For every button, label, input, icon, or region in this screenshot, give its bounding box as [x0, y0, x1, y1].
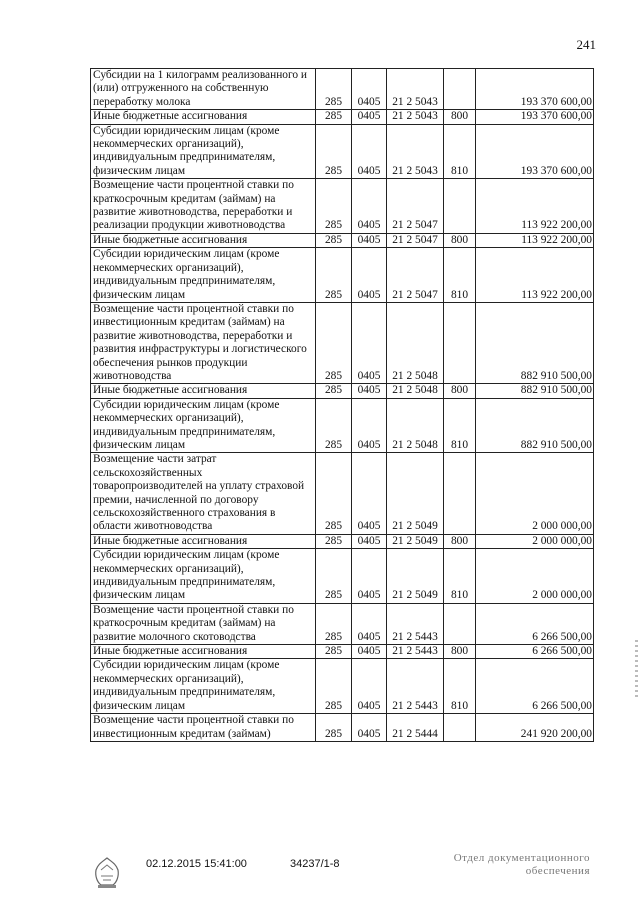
row-target-article: 21 2 5047: [387, 248, 444, 303]
row-amount: 113 922 200,00: [476, 248, 594, 303]
row-expense-type: 810: [444, 659, 476, 714]
table-row: [91, 233, 594, 247]
row-section: 0405: [352, 645, 387, 659]
row-amount: 113 922 200,00: [476, 233, 594, 247]
row-target-article: 21 2 5049: [387, 534, 444, 548]
table-row: [91, 534, 594, 548]
page-footer: [0, 848, 640, 898]
row-name: Субсидии юридическим лицам (кроме некоммерческих организаций), индивидуальным предпринимателям, физическим лицам: [91, 248, 316, 303]
row-section: 0405: [352, 453, 387, 534]
table-row: [91, 549, 594, 604]
row-target-article: 21 2 5443: [387, 645, 444, 659]
row-amount: 193 370 600,00: [476, 69, 594, 110]
budget-table-body: [91, 69, 594, 742]
row-expense-type: [444, 453, 476, 534]
row-amount: 241 920 200,00: [476, 714, 594, 742]
row-code: 285: [316, 384, 352, 398]
table-row: [91, 302, 594, 383]
row-code: 285: [316, 179, 352, 234]
row-amount: 882 910 500,00: [476, 302, 594, 383]
row-code: 285: [316, 398, 352, 453]
row-section: 0405: [352, 124, 387, 179]
footer-department-line2: обеспечения: [525, 865, 590, 877]
row-name: Возмещение части процентной ставки по краткосрочным кредитам (займам) на развитие молочного скотоводства: [91, 603, 316, 644]
row-name: Субсидии юридическим лицам (кроме некоммерческих организаций), индивидуальным предпринимателям, физическим лицам: [91, 398, 316, 453]
row-target-article: 21 2 5043: [387, 124, 444, 179]
row-code: 285: [316, 69, 352, 110]
table-row: [91, 645, 594, 659]
row-section: 0405: [352, 534, 387, 548]
row-expense-type: 800: [444, 110, 476, 124]
row-section: 0405: [352, 179, 387, 234]
row-amount: 2 000 000,00: [476, 534, 594, 548]
row-target-article: 21 2 5047: [387, 179, 444, 234]
row-expense-type: [444, 603, 476, 644]
row-name: Иные бюджетные ассигнования: [91, 110, 316, 124]
row-name: Возмещение части процентной ставки по инвестиционным кредитам (займам) на развитие животноводства, переработки и развития инфраструктуры и логистического обеспечения рынков продукции животноводства: [91, 302, 316, 383]
row-target-article: 21 2 5048: [387, 302, 444, 383]
row-target-article: 21 2 5048: [387, 384, 444, 398]
table-row: [91, 453, 594, 534]
table-row: [91, 248, 594, 303]
row-target-article: 21 2 5048: [387, 398, 444, 453]
row-name: Субсидии на 1 килограмм реализованного и (или) отгруженного на собственную переработку молока: [91, 69, 316, 110]
row-name: Возмещение части затрат сельскохозяйственных товаропроизводителей на уплату страховой премии, начисленной по договору сельскохозяйственного страхования в области животноводства: [91, 453, 316, 534]
table-row: [91, 398, 594, 453]
row-expense-type: [444, 302, 476, 383]
table-row: [91, 714, 594, 742]
footer-doc-number: 34237/1-8: [290, 858, 340, 870]
page-number: 241: [576, 37, 596, 52]
row-code: 285: [316, 534, 352, 548]
footer-date: 02.12.2015 15:41:00: [146, 858, 247, 870]
row-section: 0405: [352, 69, 387, 110]
row-amount: 2 000 000,00: [476, 453, 594, 534]
row-target-article: 21 2 5043: [387, 110, 444, 124]
row-target-article: 21 2 5043: [387, 69, 444, 110]
row-amount: 193 370 600,00: [476, 124, 594, 179]
footer-department: [440, 852, 590, 878]
row-name: Возмещение части процентной ставки по инвестиционным кредитам (займам): [91, 714, 316, 742]
table-row: [91, 659, 594, 714]
row-target-article: 21 2 5049: [387, 549, 444, 604]
row-name: Иные бюджетные ассигнования: [91, 645, 316, 659]
row-code: 285: [316, 453, 352, 534]
row-expense-type: 810: [444, 549, 476, 604]
row-expense-type: 800: [444, 645, 476, 659]
row-section: 0405: [352, 384, 387, 398]
row-expense-type: 810: [444, 398, 476, 453]
row-section: 0405: [352, 233, 387, 247]
row-name: Иные бюджетные ассигнования: [91, 233, 316, 247]
row-name: Возмещение части процентной ставки по краткосрочным кредитам (займам) на развитие животноводства, переработки и реализации продукции животноводства: [91, 179, 316, 234]
row-expense-type: [444, 179, 476, 234]
row-code: 285: [316, 549, 352, 604]
row-amount: 882 910 500,00: [476, 384, 594, 398]
row-target-article: 21 2 5443: [387, 659, 444, 714]
row-target-article: 21 2 5047: [387, 233, 444, 247]
row-code: 285: [316, 248, 352, 303]
row-name: Субсидии юридическим лицам (кроме некоммерческих организаций), индивидуальным предпринимателям, физическим лицам: [91, 659, 316, 714]
table-row: [91, 124, 594, 179]
row-name: Субсидии юридическим лицам (кроме некоммерческих организаций), индивидуальным предпринимателям, физическим лицам: [91, 124, 316, 179]
row-code: 285: [316, 603, 352, 644]
row-amount: 6 266 500,00: [476, 603, 594, 644]
row-section: 0405: [352, 714, 387, 742]
row-code: 285: [316, 124, 352, 179]
row-section: 0405: [352, 398, 387, 453]
row-expense-type: 800: [444, 384, 476, 398]
row-amount: 2 000 000,00: [476, 549, 594, 604]
row-amount: 193 370 600,00: [476, 110, 594, 124]
row-amount: 113 922 200,00: [476, 179, 594, 234]
table-row: [91, 384, 594, 398]
row-expense-type: 800: [444, 233, 476, 247]
scan-edge-mark: [635, 640, 638, 700]
row-target-article: 21 2 5049: [387, 453, 444, 534]
footer-department-line1: Отдел документационного: [453, 852, 590, 864]
row-section: 0405: [352, 659, 387, 714]
row-section: 0405: [352, 302, 387, 383]
row-code: 285: [316, 714, 352, 742]
row-code: 285: [316, 645, 352, 659]
row-amount: 6 266 500,00: [476, 659, 594, 714]
coat-of-arms-icon: [92, 856, 122, 890]
row-section: 0405: [352, 603, 387, 644]
row-expense-type: [444, 69, 476, 110]
row-expense-type: [444, 714, 476, 742]
row-expense-type: 810: [444, 248, 476, 303]
row-name: Иные бюджетные ассигнования: [91, 384, 316, 398]
row-target-article: 21 2 5443: [387, 603, 444, 644]
row-code: 285: [316, 110, 352, 124]
row-section: 0405: [352, 110, 387, 124]
budget-table: [90, 68, 594, 742]
row-code: 285: [316, 233, 352, 247]
row-target-article: 21 2 5444: [387, 714, 444, 742]
row-code: 285: [316, 659, 352, 714]
table-row: [91, 603, 594, 644]
row-name: Иные бюджетные ассигнования: [91, 534, 316, 548]
row-amount: 882 910 500,00: [476, 398, 594, 453]
row-section: 0405: [352, 248, 387, 303]
table-row: [91, 110, 594, 124]
row-section: 0405: [352, 549, 387, 604]
row-amount: 6 266 500,00: [476, 645, 594, 659]
row-expense-type: 800: [444, 534, 476, 548]
table-row: [91, 179, 594, 234]
row-code: 285: [316, 302, 352, 383]
row-name: Субсидии юридическим лицам (кроме некоммерческих организаций), индивидуальным предпринимателям, физическим лицам: [91, 549, 316, 604]
row-expense-type: 810: [444, 124, 476, 179]
table-row: [91, 69, 594, 110]
